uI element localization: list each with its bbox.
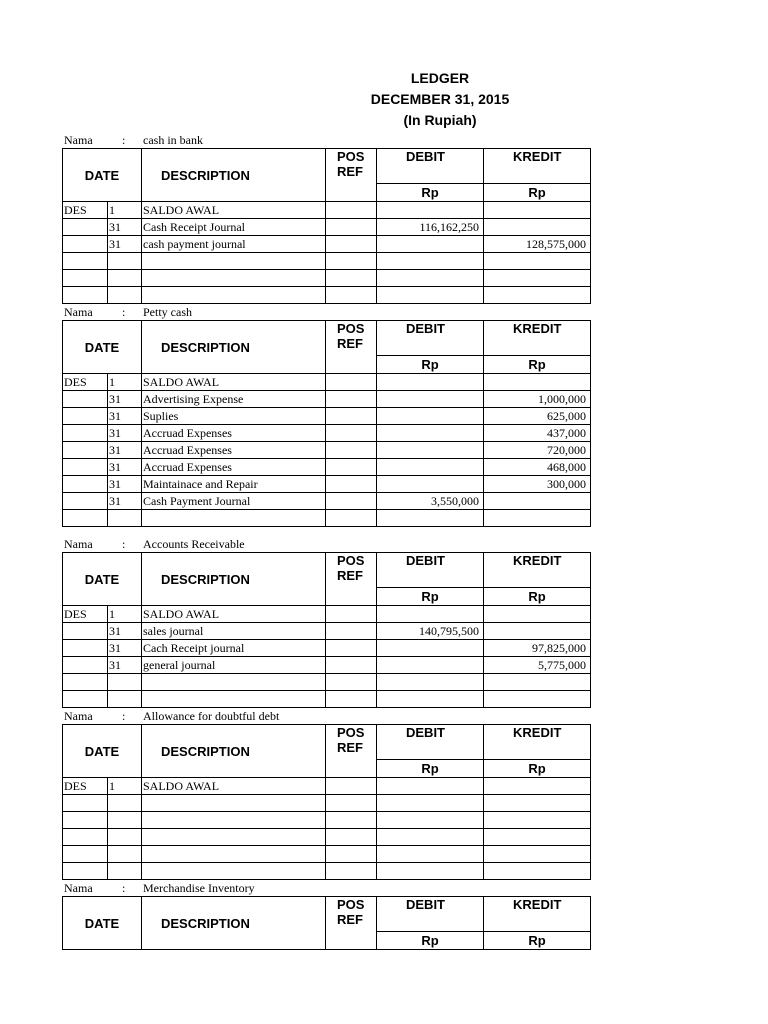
pos-ref-header	[326, 149, 377, 202]
pos-ref-cell	[326, 459, 377, 476]
ledger-table	[62, 724, 591, 880]
table-row	[63, 606, 591, 623]
kredit-cell	[484, 863, 591, 880]
day-cell: 1	[108, 374, 142, 391]
table-row	[63, 795, 591, 812]
table-row	[63, 640, 591, 657]
pos-ref-cell	[326, 391, 377, 408]
pos-ref-cell	[326, 829, 377, 846]
ref-label: REF	[337, 336, 363, 351]
day-cell	[108, 829, 142, 846]
pos-ref-cell	[326, 476, 377, 493]
table-row	[63, 202, 591, 219]
description-cell: Advertising Expense	[142, 391, 326, 408]
kredit-cell	[484, 606, 591, 623]
pos-ref-cell	[326, 640, 377, 657]
table-row	[63, 219, 591, 236]
month-cell	[63, 287, 108, 304]
kredit-currency: Rp	[484, 184, 591, 202]
month-cell	[63, 863, 108, 880]
table-row	[63, 476, 591, 493]
description-cell	[142, 795, 326, 812]
description-cell: Cash Payment Journal	[142, 493, 326, 510]
pos-ref-cell	[326, 606, 377, 623]
ledger-merchandise-inventory	[62, 881, 590, 950]
day-cell: 1	[108, 202, 142, 219]
debit-cell	[377, 287, 484, 304]
description-cell	[142, 674, 326, 691]
pos-ref-cell	[326, 674, 377, 691]
nama-label: Nama	[64, 881, 93, 895]
nama-colon: :	[122, 709, 126, 723]
debit-cell	[377, 640, 484, 657]
debit-cell	[377, 391, 484, 408]
pos-ref-cell	[326, 374, 377, 391]
pos-label: POS	[337, 321, 365, 336]
month-cell	[63, 442, 108, 459]
description-cell: sales journal	[142, 623, 326, 640]
day-cell: 1	[108, 778, 142, 795]
pos-ref-cell	[326, 812, 377, 829]
table-row	[63, 459, 591, 476]
kredit-cell: 300,000	[484, 476, 591, 493]
table-row	[63, 442, 591, 459]
kredit-header: KREDIT	[484, 553, 591, 588]
header-row	[63, 725, 591, 760]
kredit-currency: Rp	[484, 760, 591, 778]
description-header: DESCRIPTION	[142, 149, 326, 202]
header-row	[63, 897, 591, 932]
pos-ref-cell	[326, 795, 377, 812]
table-row	[63, 270, 591, 287]
ledger-table	[62, 148, 591, 304]
description-cell: SALDO AWAL	[142, 374, 326, 391]
kredit-cell	[484, 219, 591, 236]
kredit-cell	[484, 202, 591, 219]
debit-cell	[377, 236, 484, 253]
debit-header: DEBIT	[377, 149, 484, 184]
description-cell	[142, 846, 326, 863]
debit-currency: Rp	[377, 356, 484, 374]
header-row	[63, 553, 591, 588]
description-cell: Suplies	[142, 408, 326, 425]
description-cell	[142, 829, 326, 846]
ledger-table	[62, 552, 591, 708]
kredit-cell	[484, 510, 591, 527]
debit-cell	[377, 846, 484, 863]
month-cell	[63, 493, 108, 510]
kredit-cell	[484, 812, 591, 829]
debit-currency: Rp	[377, 760, 484, 778]
kredit-cell	[484, 691, 591, 708]
debit-cell	[377, 202, 484, 219]
kredit-cell: 720,000	[484, 442, 591, 459]
description-header: DESCRIPTION	[142, 897, 326, 950]
date-header: DATE	[63, 149, 142, 202]
pos-ref-cell	[326, 623, 377, 640]
month-cell	[63, 674, 108, 691]
pos-ref-cell	[326, 236, 377, 253]
table-row	[63, 691, 591, 708]
table-row	[63, 236, 591, 253]
month-cell	[63, 236, 108, 253]
pos-ref-cell	[326, 442, 377, 459]
description-cell: Accruad Expenses	[142, 442, 326, 459]
debit-cell: 140,795,500	[377, 623, 484, 640]
month-cell: DES	[63, 202, 108, 219]
pos-ref-cell	[326, 691, 377, 708]
pos-label: POS	[337, 149, 365, 164]
debit-cell: 116,162,250	[377, 219, 484, 236]
pos-ref-cell	[326, 493, 377, 510]
description-cell: Accruad Expenses	[142, 425, 326, 442]
account-name: Accounts Receivable	[143, 537, 245, 551]
ref-label: REF	[337, 164, 363, 179]
debit-cell	[377, 691, 484, 708]
month-cell	[63, 253, 108, 270]
table-row	[63, 657, 591, 674]
description-cell	[142, 287, 326, 304]
description-cell	[142, 812, 326, 829]
date-header: DATE	[63, 321, 142, 374]
pos-ref-cell	[326, 863, 377, 880]
kredit-cell	[484, 795, 591, 812]
day-cell	[108, 253, 142, 270]
kredit-cell: 128,575,000	[484, 236, 591, 253]
account-name-row	[62, 881, 590, 896]
debit-cell	[377, 657, 484, 674]
pos-ref-cell	[326, 270, 377, 287]
month-cell	[63, 476, 108, 493]
pos-ref-cell	[326, 202, 377, 219]
account-name: Allowance for doubtful debt	[143, 709, 280, 723]
description-cell: Cash Receipt Journal	[142, 219, 326, 236]
month-cell	[63, 846, 108, 863]
pos-ref-header	[326, 553, 377, 606]
month-cell	[63, 270, 108, 287]
debit-cell	[377, 253, 484, 270]
debit-cell	[377, 674, 484, 691]
description-header: DESCRIPTION	[142, 725, 326, 778]
pos-label: POS	[337, 725, 365, 740]
day-cell	[108, 812, 142, 829]
debit-header: DEBIT	[377, 897, 484, 932]
account-name: Petty cash	[143, 305, 192, 319]
pos-ref-cell	[326, 425, 377, 442]
debit-cell	[377, 829, 484, 846]
month-cell	[63, 425, 108, 442]
month-cell	[63, 795, 108, 812]
debit-cell	[377, 778, 484, 795]
ledger-cash-in-bank	[62, 133, 590, 304]
table-row	[63, 287, 591, 304]
debit-cell	[377, 270, 484, 287]
debit-cell: 3,550,000	[377, 493, 484, 510]
month-cell	[63, 829, 108, 846]
kredit-cell	[484, 674, 591, 691]
debit-cell	[377, 442, 484, 459]
kredit-header: KREDIT	[484, 725, 591, 760]
description-cell: SALDO AWAL	[142, 778, 326, 795]
day-cell: 31	[108, 459, 142, 476]
nama-label: Nama	[64, 537, 93, 551]
pos-ref-header	[326, 725, 377, 778]
ledger-table	[62, 320, 591, 527]
table-row	[63, 391, 591, 408]
kredit-cell	[484, 846, 591, 863]
pos-ref-cell	[326, 778, 377, 795]
kredit-cell	[484, 623, 591, 640]
description-cell: Cach Receipt journal	[142, 640, 326, 657]
account-name-row	[62, 537, 590, 552]
kredit-currency: Rp	[484, 356, 591, 374]
kredit-cell: 468,000	[484, 459, 591, 476]
day-cell: 31	[108, 623, 142, 640]
account-name: cash in bank	[143, 133, 203, 147]
day-cell	[108, 846, 142, 863]
debit-currency: Rp	[377, 184, 484, 202]
day-cell	[108, 287, 142, 304]
nama-colon: :	[122, 537, 126, 551]
debit-currency: Rp	[377, 932, 484, 950]
header-row	[63, 149, 591, 184]
month-cell: DES	[63, 778, 108, 795]
kredit-cell	[484, 287, 591, 304]
table-row	[63, 829, 591, 846]
month-cell	[63, 812, 108, 829]
description-cell: general journal	[142, 657, 326, 674]
debit-cell	[377, 374, 484, 391]
table-row	[63, 510, 591, 527]
day-cell	[108, 270, 142, 287]
pos-ref-cell	[326, 657, 377, 674]
day-cell: 31	[108, 657, 142, 674]
nama-label: Nama	[64, 305, 93, 319]
page-currency: (In Rupiah)	[403, 112, 477, 128]
kredit-cell	[484, 374, 591, 391]
day-cell: 31	[108, 236, 142, 253]
table-row	[63, 846, 591, 863]
debit-cell	[377, 408, 484, 425]
month-cell	[63, 657, 108, 674]
ref-label: REF	[337, 568, 363, 583]
month-cell	[63, 510, 108, 527]
debit-cell	[377, 510, 484, 527]
month-cell: DES	[63, 606, 108, 623]
account-name: Merchandise Inventory	[143, 881, 255, 895]
nama-label: Nama	[64, 133, 93, 147]
table-row	[63, 253, 591, 270]
debit-cell	[377, 812, 484, 829]
day-cell	[108, 691, 142, 708]
table-row	[63, 863, 591, 880]
month-cell	[63, 219, 108, 236]
pos-label: POS	[337, 553, 365, 568]
debit-cell	[377, 863, 484, 880]
ledger-table	[62, 896, 591, 950]
debit-cell	[377, 476, 484, 493]
month-cell	[63, 623, 108, 640]
ref-label: REF	[337, 740, 363, 755]
pos-ref-header	[326, 897, 377, 950]
description-cell	[142, 510, 326, 527]
account-name-row	[62, 709, 590, 724]
description-cell	[142, 270, 326, 287]
day-cell	[108, 510, 142, 527]
account-name-row	[62, 133, 590, 148]
day-cell: 1	[108, 606, 142, 623]
description-cell	[142, 253, 326, 270]
nama-colon: :	[122, 881, 126, 895]
account-name-row	[62, 305, 590, 320]
kredit-currency: Rp	[484, 932, 591, 950]
kredit-header: KREDIT	[484, 897, 591, 932]
day-cell: 31	[108, 476, 142, 493]
day-cell: 31	[108, 425, 142, 442]
debit-cell	[377, 459, 484, 476]
ledger-petty-cash	[62, 305, 590, 527]
date-header: DATE	[63, 897, 142, 950]
kredit-cell	[484, 493, 591, 510]
pos-ref-cell	[326, 408, 377, 425]
table-row	[63, 425, 591, 442]
month-cell	[63, 459, 108, 476]
day-cell: 31	[108, 442, 142, 459]
page-title: LEDGER	[410, 70, 470, 86]
kredit-cell	[484, 270, 591, 287]
day-cell	[108, 863, 142, 880]
description-cell: SALDO AWAL	[142, 606, 326, 623]
month-cell: DES	[63, 374, 108, 391]
pos-ref-cell	[326, 253, 377, 270]
kredit-currency: Rp	[484, 588, 591, 606]
table-row	[63, 674, 591, 691]
description-cell: Maintainace and Repair	[142, 476, 326, 493]
date-header: DATE	[63, 725, 142, 778]
kredit-header: KREDIT	[484, 149, 591, 184]
debit-header: DEBIT	[377, 553, 484, 588]
header-row	[63, 321, 591, 356]
description-cell	[142, 691, 326, 708]
table-row	[63, 623, 591, 640]
pos-ref-cell	[326, 287, 377, 304]
ledger-allowance-doubtful-debt	[62, 709, 590, 880]
day-cell: 31	[108, 219, 142, 236]
day-cell: 31	[108, 408, 142, 425]
kredit-header: KREDIT	[484, 321, 591, 356]
description-header: DESCRIPTION	[142, 553, 326, 606]
pos-ref-cell	[326, 219, 377, 236]
ledger-accounts-receivable	[62, 537, 590, 708]
pos-ref-cell	[326, 510, 377, 527]
month-cell	[63, 640, 108, 657]
table-row	[63, 374, 591, 391]
kredit-cell: 1,000,000	[484, 391, 591, 408]
kredit-cell: 97,825,000	[484, 640, 591, 657]
description-cell: SALDO AWAL	[142, 202, 326, 219]
nama-label: Nama	[64, 709, 93, 723]
day-cell	[108, 674, 142, 691]
day-cell	[108, 795, 142, 812]
pos-ref-cell	[326, 846, 377, 863]
kredit-cell: 625,000	[484, 408, 591, 425]
kredit-cell	[484, 778, 591, 795]
description-cell: Accruad Expenses	[142, 459, 326, 476]
table-row	[63, 493, 591, 510]
kredit-cell: 437,000	[484, 425, 591, 442]
debit-currency: Rp	[377, 588, 484, 606]
month-cell	[63, 691, 108, 708]
table-row	[63, 778, 591, 795]
debit-header: DEBIT	[377, 321, 484, 356]
pos-label: POS	[337, 897, 365, 912]
debit-header: DEBIT	[377, 725, 484, 760]
debit-cell	[377, 795, 484, 812]
description-cell: cash payment journal	[142, 236, 326, 253]
kredit-cell	[484, 829, 591, 846]
table-row	[63, 408, 591, 425]
day-cell: 31	[108, 391, 142, 408]
day-cell: 31	[108, 640, 142, 657]
date-header: DATE	[63, 553, 142, 606]
kredit-cell	[484, 253, 591, 270]
debit-cell	[377, 606, 484, 623]
nama-colon: :	[122, 133, 126, 147]
day-cell: 31	[108, 493, 142, 510]
kredit-cell: 5,775,000	[484, 657, 591, 674]
ref-label: REF	[337, 912, 363, 927]
description-cell	[142, 863, 326, 880]
month-cell	[63, 391, 108, 408]
pos-ref-header	[326, 321, 377, 374]
nama-colon: :	[122, 305, 126, 319]
table-row	[63, 812, 591, 829]
page-date: DECEMBER 31, 2015	[370, 91, 510, 107]
month-cell	[63, 408, 108, 425]
debit-cell	[377, 425, 484, 442]
description-header: DESCRIPTION	[142, 321, 326, 374]
